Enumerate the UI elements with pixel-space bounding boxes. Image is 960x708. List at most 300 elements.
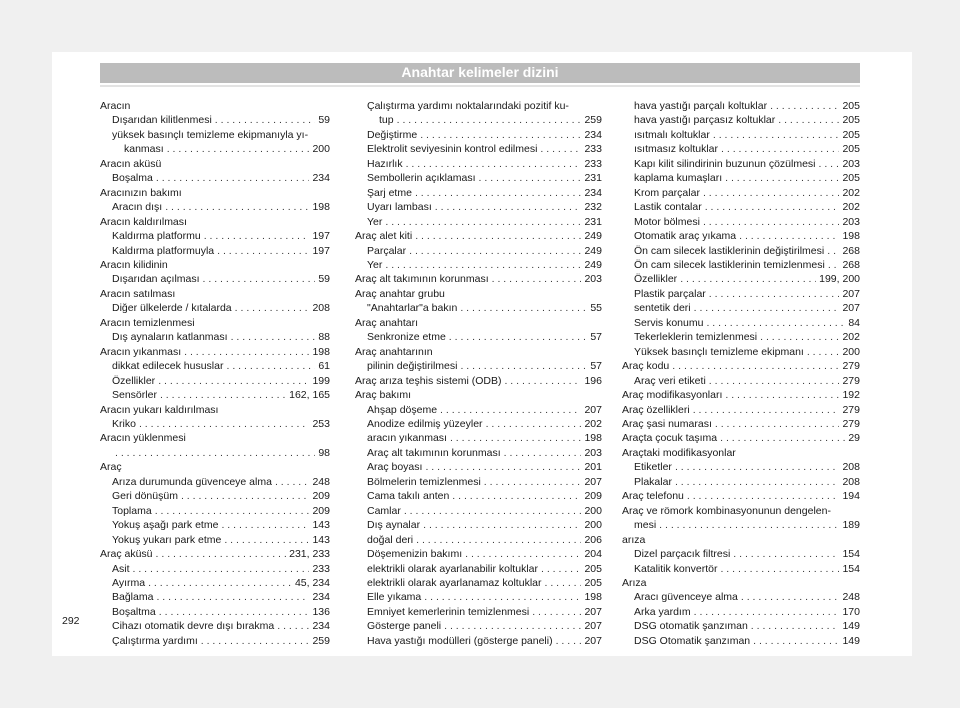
dot-leader bbox=[404, 504, 582, 518]
index-entry-page: 202 bbox=[842, 201, 860, 214]
index-entry-page: 205 bbox=[842, 100, 860, 112]
index-entry-label: Yer bbox=[367, 258, 383, 271]
index-entry bbox=[100, 446, 330, 460]
index-entry bbox=[355, 576, 602, 590]
index-entry-label: Dış aynaların katlanması bbox=[112, 331, 228, 344]
index-entry-page: 201 bbox=[584, 461, 602, 474]
page-title: Anahtar kelimeler dizini bbox=[401, 64, 559, 80]
index-entry-label: doğal deri bbox=[367, 533, 414, 546]
index-entry bbox=[355, 316, 602, 330]
index-entry-label: Araçta çocuk taşıma bbox=[622, 432, 718, 445]
index-entry bbox=[355, 345, 602, 359]
index-entry bbox=[622, 142, 860, 156]
index-entry bbox=[622, 128, 860, 142]
index-entry-page: 198 bbox=[312, 201, 330, 214]
dot-leader bbox=[415, 229, 581, 243]
index-entry bbox=[355, 417, 602, 431]
index-entry-page: 59 bbox=[318, 114, 330, 127]
index-entry-label: Çalıştırma yardımı bbox=[112, 634, 198, 647]
dot-leader bbox=[425, 460, 581, 474]
dot-leader bbox=[504, 446, 582, 460]
index-entry-label: Plastik parçalar bbox=[634, 287, 706, 300]
index-entry-page: 231 bbox=[584, 215, 602, 228]
index-entry bbox=[355, 634, 602, 648]
index-entry-label: hava yastığı parçalı koltuklar bbox=[634, 100, 768, 112]
dot-leader bbox=[751, 619, 840, 633]
dot-leader bbox=[709, 374, 840, 388]
index-entry bbox=[355, 562, 602, 576]
index-entry bbox=[100, 128, 330, 142]
index-entry-page: 234 bbox=[584, 128, 602, 141]
index-entry-label: Ayırma bbox=[112, 576, 146, 589]
index-entry-page: 207 bbox=[584, 634, 602, 647]
index-entry bbox=[100, 272, 330, 286]
dot-leader bbox=[406, 157, 582, 171]
dot-leader bbox=[484, 475, 582, 489]
index-entry bbox=[622, 186, 860, 200]
index-entry-page: 259 bbox=[312, 634, 330, 647]
index-entry-page: 61 bbox=[318, 360, 330, 373]
index-entry-page: 29 bbox=[848, 432, 860, 445]
dot-leader bbox=[694, 301, 840, 315]
dot-leader bbox=[156, 171, 310, 185]
index-entry-label: Arıza durumunda güvenceye alma bbox=[112, 475, 272, 488]
index-entry bbox=[100, 99, 330, 113]
index-entry bbox=[355, 619, 602, 633]
index-entry-label: Aracın bbox=[100, 100, 131, 112]
index-entry bbox=[100, 518, 330, 532]
index-entry-page: 198 bbox=[584, 591, 602, 604]
index-entry-label: Gösterge paneli bbox=[367, 620, 442, 633]
index-entry-label: Yer bbox=[367, 215, 383, 228]
index-entry bbox=[355, 272, 602, 286]
index-entry-page: 200 bbox=[312, 143, 330, 156]
index-entry-label: Araç ve römork kombinasyonunun dengelen- bbox=[622, 504, 831, 517]
index-entry-page: 233 bbox=[312, 562, 330, 575]
index-entry bbox=[355, 215, 602, 229]
index-entry-label: Aracın yıkanması bbox=[100, 345, 182, 358]
dot-leader bbox=[532, 605, 581, 619]
index-entry-page: 136 bbox=[312, 605, 330, 618]
dot-leader bbox=[115, 446, 315, 460]
index-entry-label: Araç veri etiketi bbox=[634, 374, 706, 387]
index-entry bbox=[100, 258, 330, 272]
index-entry-label: Araç anahtarının bbox=[355, 345, 433, 358]
index-entry bbox=[100, 374, 330, 388]
index-entry-page: 205 bbox=[584, 562, 602, 575]
index-entry-label: Lastik contalar bbox=[634, 201, 702, 214]
index-entry-page: 45, 234 bbox=[294, 576, 330, 589]
index-entry-label: Boşaltma bbox=[112, 605, 156, 618]
index-entry bbox=[622, 403, 860, 417]
index-entry-page: 57 bbox=[590, 331, 602, 344]
index-entry-page: 231, 233 bbox=[289, 548, 330, 561]
index-entry-label: Döşemenizin bakımı bbox=[367, 548, 463, 561]
index-entry-page: 154 bbox=[842, 548, 860, 561]
index-entry bbox=[622, 215, 860, 229]
index-entry-page: 259 bbox=[584, 114, 602, 127]
index-entry-page: 268 bbox=[842, 258, 860, 271]
index-entry-label: yüksek basınçlı temizleme ekipmanıyla yı- bbox=[112, 128, 309, 141]
index-entry-label: elektrikli olarak ayarlanamaz koltuklar bbox=[367, 576, 542, 589]
index-entry bbox=[355, 186, 602, 200]
index-entry-page: 143 bbox=[312, 533, 330, 546]
dot-leader bbox=[385, 215, 581, 229]
index-entry bbox=[622, 301, 860, 315]
index-entry bbox=[355, 590, 602, 604]
index-entry bbox=[622, 489, 860, 503]
index-entry-page: 205 bbox=[842, 172, 860, 185]
index-entry-label: Hazırlık bbox=[367, 157, 403, 170]
index-entry bbox=[622, 460, 860, 474]
index-entry-label: Çalıştırma yardımı noktalarındaki pozitif ku- bbox=[367, 100, 569, 112]
index-entry bbox=[100, 113, 330, 127]
dot-leader bbox=[435, 200, 582, 214]
index-entry bbox=[100, 171, 330, 185]
index-entry-label: Anodize edilmiş yüzeyler bbox=[367, 417, 483, 430]
dot-leader bbox=[733, 547, 839, 561]
index-entry bbox=[355, 605, 602, 619]
index-entry bbox=[355, 533, 602, 547]
index-entry-page: 209 bbox=[584, 490, 602, 503]
dot-leader bbox=[165, 200, 309, 214]
index-entry-label: kaplama kumaşları bbox=[634, 172, 723, 185]
index-entry-label: Aracın yukarı kaldırılması bbox=[100, 403, 219, 416]
dot-leader bbox=[687, 489, 840, 503]
index-entry-label: Yokuş aşağı park etme bbox=[112, 519, 219, 532]
index-entry bbox=[622, 417, 860, 431]
index-entry-page: 208 bbox=[312, 302, 330, 315]
index-entry-page: 202 bbox=[584, 417, 602, 430]
index-entry bbox=[100, 287, 330, 301]
dot-leader bbox=[693, 403, 840, 417]
index-entry-page: 55 bbox=[590, 302, 602, 315]
index-entry-label: Aracın temizlenmesi bbox=[100, 316, 195, 329]
dot-leader bbox=[486, 417, 582, 431]
index-entry-page: 205 bbox=[842, 143, 860, 156]
index-entry bbox=[622, 634, 860, 648]
index-entry-label: Şarj etme bbox=[367, 186, 412, 199]
index-entry bbox=[355, 403, 602, 417]
index-entry bbox=[622, 113, 860, 127]
page-number: 292 bbox=[62, 615, 80, 627]
dot-leader bbox=[424, 590, 581, 604]
dot-leader bbox=[659, 518, 839, 532]
index-entry-label: Araç anahtarı bbox=[355, 316, 419, 329]
index-entry-label: arıza bbox=[622, 533, 646, 546]
index-entry-page: 204 bbox=[584, 548, 602, 561]
index-entry bbox=[100, 489, 330, 503]
index-entry bbox=[355, 504, 602, 518]
index-entry-page: 233 bbox=[584, 143, 602, 156]
index-entry-page: 279 bbox=[842, 374, 860, 387]
index-entry-label: Emniyet kemerlerinin temizlenmesi bbox=[367, 605, 530, 618]
index-entry bbox=[100, 301, 330, 315]
index-entry-page: 154 bbox=[842, 562, 860, 575]
index-entry-page: 253 bbox=[312, 417, 330, 430]
index-entry bbox=[100, 200, 330, 214]
index-entry-page: 209 bbox=[312, 490, 330, 503]
index-entry-label: kanması bbox=[124, 143, 164, 156]
index-entry bbox=[355, 446, 602, 460]
index-entry-page: 198 bbox=[312, 345, 330, 358]
index-entry-label: Katalitik konvertör bbox=[634, 562, 718, 575]
index-entry bbox=[100, 547, 330, 561]
index-entry-page: 194 bbox=[842, 490, 860, 503]
index-entry-label: Araç boyası bbox=[367, 461, 423, 474]
index-entry-page: 279 bbox=[842, 417, 860, 430]
index-entry bbox=[355, 229, 602, 243]
index-entry bbox=[622, 547, 860, 561]
index-entry-label: Toplama bbox=[112, 504, 152, 517]
dot-leader bbox=[452, 489, 581, 503]
index-entry-label: Araç kodu bbox=[622, 360, 670, 373]
dot-leader bbox=[703, 186, 840, 200]
dot-leader bbox=[760, 330, 839, 344]
dot-leader bbox=[450, 431, 582, 445]
index-entry bbox=[100, 475, 330, 489]
index-entry-page: 143 bbox=[312, 519, 330, 532]
dot-leader bbox=[217, 244, 309, 258]
index-entry bbox=[100, 634, 330, 648]
dot-leader bbox=[449, 330, 588, 344]
index-entry-label: Araç alt takımının korunması bbox=[367, 446, 501, 459]
index-entry bbox=[622, 287, 860, 301]
index-entry-label: Araç özellikleri bbox=[622, 403, 690, 416]
index-entry bbox=[622, 330, 860, 344]
index-entry-label: Camlar bbox=[367, 504, 401, 517]
dot-leader bbox=[460, 359, 587, 373]
dot-leader bbox=[156, 547, 287, 561]
index-entry-page: 170 bbox=[842, 605, 860, 618]
index-entry-label: Kaldırma platformuyla bbox=[112, 244, 215, 257]
index-entry-page: 249 bbox=[584, 258, 602, 271]
dot-leader bbox=[739, 229, 839, 243]
index-entry-label: Yüksek basınçlı temizleme ekipmanı bbox=[634, 345, 804, 358]
dot-leader bbox=[694, 605, 840, 619]
index-entry-label: Aracın kaldırılması bbox=[100, 215, 187, 228]
index-entry-page: 202 bbox=[842, 186, 860, 199]
dot-leader bbox=[540, 142, 581, 156]
dot-leader bbox=[204, 229, 310, 243]
index-entry bbox=[100, 244, 330, 258]
index-entry-label: DSG Otomatik şanzıman bbox=[634, 634, 751, 647]
index-entry-page: 268 bbox=[842, 244, 860, 257]
index-entry-page: 197 bbox=[312, 244, 330, 257]
dot-leader bbox=[203, 272, 316, 286]
index-entry-label: dikkat edilecek hususlar bbox=[112, 360, 224, 373]
dot-leader bbox=[807, 345, 840, 359]
dot-leader bbox=[709, 287, 840, 301]
index-entry-label: Özellikler bbox=[112, 374, 156, 387]
index-entry-page: 189 bbox=[842, 519, 860, 532]
index-entry-label: Araç şasi numarası bbox=[622, 417, 712, 430]
index-entry-page: 208 bbox=[842, 461, 860, 474]
index-entry-page: 207 bbox=[584, 403, 602, 416]
index-entry-label: Cihazı otomatik devre dışı bırakma bbox=[112, 620, 275, 633]
index-column-1 bbox=[100, 99, 330, 648]
index-entry-label: Tekerleklerin temizlenmesi bbox=[634, 331, 758, 344]
index-entry-label: Senkronize etme bbox=[367, 331, 446, 344]
index-entry-label: Aracınızın bakımı bbox=[100, 186, 182, 199]
index-entry-label: pilinin değiştirilmesi bbox=[367, 360, 458, 373]
index-entry-page: 209 bbox=[312, 504, 330, 517]
index-entry-label: Servis konumu bbox=[634, 316, 704, 329]
index-entry bbox=[355, 99, 602, 113]
dot-leader bbox=[725, 171, 839, 185]
index-entry-label: Aracın aküsü bbox=[100, 157, 162, 170]
index-entry-page: 205 bbox=[842, 128, 860, 141]
index-entry-page: 203 bbox=[842, 215, 860, 228]
index-entry-label: Dış aynalar bbox=[367, 519, 421, 532]
dot-leader bbox=[675, 460, 840, 474]
index-entry bbox=[100, 157, 330, 171]
index-entry bbox=[622, 258, 860, 272]
dot-leader bbox=[819, 157, 840, 171]
index-entry-page: 162, 165 bbox=[289, 389, 330, 402]
index-entry-label: aracın yıkanması bbox=[367, 432, 447, 445]
index-entry bbox=[355, 388, 602, 402]
index-entry bbox=[355, 200, 602, 214]
index-entry-label: Aracın satılması bbox=[100, 287, 176, 300]
dot-leader bbox=[275, 475, 310, 489]
index-entry bbox=[100, 142, 330, 156]
index-entry bbox=[622, 605, 860, 619]
dot-leader bbox=[416, 533, 581, 547]
dot-leader bbox=[184, 345, 309, 359]
dot-leader bbox=[703, 215, 840, 229]
index-entry-label: Plakalar bbox=[634, 475, 672, 488]
index-entry-label: Araç alet kiti bbox=[355, 230, 413, 243]
index-entry-page: 207 bbox=[584, 605, 602, 618]
index-entry bbox=[100, 605, 330, 619]
index-entry-page: 206 bbox=[584, 533, 602, 546]
index-entry bbox=[622, 576, 860, 590]
index-entry-label: Ön cam silecek lastiklerinin değiştirilmesi bbox=[634, 244, 825, 257]
index-entry-label: hava yastığı parçasız koltuklar bbox=[634, 114, 776, 127]
dot-leader bbox=[492, 272, 582, 286]
index-column-2 bbox=[355, 99, 602, 648]
dot-leader bbox=[725, 388, 839, 402]
index-entry bbox=[622, 619, 860, 633]
index-entry bbox=[622, 518, 860, 532]
index-entry-label: Motor bölmesi bbox=[634, 215, 700, 228]
index-entry-label: Arıza bbox=[622, 576, 647, 589]
index-entry-label: Dizel parçacık filtresi bbox=[634, 548, 731, 561]
index-entry-page: 234 bbox=[312, 591, 330, 604]
index-entry bbox=[355, 489, 602, 503]
dot-leader bbox=[720, 431, 845, 445]
dot-leader bbox=[827, 244, 839, 258]
index-entry-page: 208 bbox=[842, 475, 860, 488]
index-entry-page: 232 bbox=[584, 201, 602, 214]
index-entry-page: 233 bbox=[584, 157, 602, 170]
index-entry-page: 199 bbox=[312, 374, 330, 387]
index-entry bbox=[622, 345, 860, 359]
dot-leader bbox=[231, 330, 316, 344]
index-entry-page: 248 bbox=[842, 591, 860, 604]
index-entry bbox=[100, 215, 330, 229]
index-entry-label: Sembollerin açıklaması bbox=[367, 172, 476, 185]
index-entry bbox=[355, 287, 602, 301]
index-entry bbox=[100, 576, 330, 590]
index-entry bbox=[622, 157, 860, 171]
index-entry bbox=[355, 301, 602, 315]
index-entry-label: Kapı kilit silindirinin buzunun çözülmesi bbox=[634, 157, 816, 170]
index-entry-label: Arka yardım bbox=[634, 605, 691, 618]
dot-leader bbox=[778, 113, 839, 127]
index-entry-label: Dışarıdan kilitlenmesi bbox=[112, 114, 212, 127]
dot-leader bbox=[277, 619, 309, 633]
index-entry-page: 198 bbox=[842, 230, 860, 243]
index-entry bbox=[622, 272, 860, 286]
index-entry-label: Araç telefonu bbox=[622, 490, 684, 503]
index-entry bbox=[355, 518, 602, 532]
index-entry-page: 205 bbox=[842, 114, 860, 127]
index-entry-label: Özellikler bbox=[634, 273, 678, 286]
index-entry bbox=[355, 359, 602, 373]
index-entry-page: 205 bbox=[584, 576, 602, 589]
index-entry-page: 207 bbox=[842, 302, 860, 315]
index-entry bbox=[100, 533, 330, 547]
dot-leader bbox=[423, 518, 581, 532]
index-entry-label: Ön cam silecek lastiklerinin temizlenmesi bbox=[634, 258, 825, 271]
index-entry-label: Kriko bbox=[112, 417, 136, 430]
dot-leader bbox=[770, 99, 839, 113]
index-entry bbox=[355, 374, 602, 388]
dot-leader bbox=[235, 301, 310, 315]
index-entry-label: Araç arıza teşhis sistemi (ODB) bbox=[355, 374, 502, 387]
index-entry-label: Araç aküsü bbox=[100, 548, 153, 561]
index-entry-page: 198 bbox=[584, 432, 602, 445]
index-entry-page: 98 bbox=[318, 446, 330, 459]
index-entry-page: 248 bbox=[312, 475, 330, 488]
dot-leader bbox=[675, 475, 840, 489]
index-entry bbox=[100, 562, 330, 576]
index-entry-label: ısıtmalı koltuklar bbox=[634, 128, 710, 141]
index-entry-page: 196 bbox=[584, 374, 602, 387]
index-entry-page: 200 bbox=[842, 345, 860, 358]
index-entry-label: Araç anahtar grubu bbox=[355, 287, 445, 300]
index-entry-page: 279 bbox=[842, 360, 860, 373]
index-entry-label: DSG otomatik şanzıman bbox=[634, 620, 748, 633]
dot-leader bbox=[753, 634, 839, 648]
dot-leader bbox=[160, 388, 286, 402]
index-entry-label: Araç modifikasyonları bbox=[622, 389, 723, 402]
index-entry-page: 207 bbox=[584, 620, 602, 633]
index-entry-page: 203 bbox=[842, 157, 860, 170]
index-entry-page: 84 bbox=[848, 316, 860, 329]
index-entry bbox=[622, 171, 860, 185]
index-entry-label: Elektrolit seviyesinin kontrol edilmesi bbox=[367, 143, 538, 156]
dot-leader bbox=[504, 374, 581, 388]
dot-leader bbox=[215, 113, 316, 127]
index-entry bbox=[622, 316, 860, 330]
index-entry-page: 234 bbox=[312, 172, 330, 185]
index-entry bbox=[355, 460, 602, 474]
index-entry-label: Asit bbox=[112, 562, 130, 575]
index-entry-label: Hava yastığı modülleri (gösterge paneli) bbox=[367, 634, 553, 647]
dot-leader bbox=[159, 605, 310, 619]
dot-leader bbox=[139, 417, 310, 431]
index-entry bbox=[622, 229, 860, 243]
index-entry bbox=[355, 244, 602, 258]
index-entry-page: 202 bbox=[842, 331, 860, 344]
index-entry-page: 149 bbox=[842, 620, 860, 633]
index-entry-label: Krom parçalar bbox=[634, 186, 700, 199]
index-entry-label: Elle yıkama bbox=[367, 591, 422, 604]
index-entry bbox=[355, 128, 602, 142]
